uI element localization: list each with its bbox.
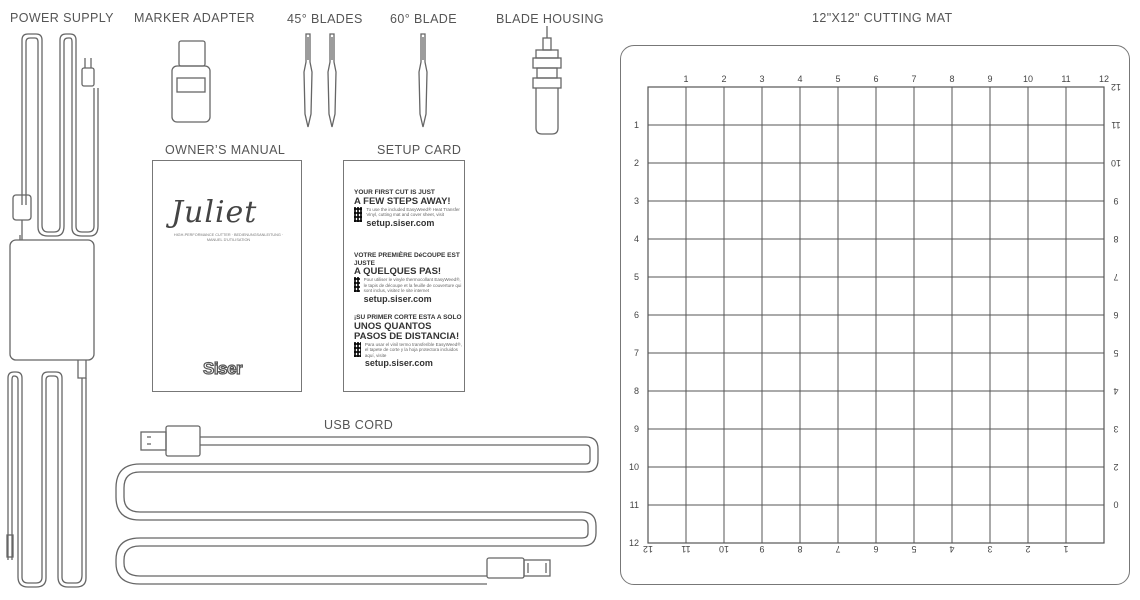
cutting-mat-label: 12"X12" CUTTING MAT xyxy=(812,11,953,25)
mat-left-number: 10 xyxy=(628,462,639,472)
mat-bottom-number: 9 xyxy=(759,544,765,554)
setup-en-line2: A FEW STEPS AWAY! xyxy=(354,195,451,207)
mat-top-number: 7 xyxy=(911,74,917,84)
setup-en-line1: YOUR FIRST CUT IS JUST xyxy=(354,189,435,196)
mat-left-number: 7 xyxy=(633,348,639,358)
mat-right-number: 11 xyxy=(1111,120,1121,130)
setup-en-body: To use the included EasyWeed® Heat Transfer Vinyl, cutting mat and cover sheet, visit xyxy=(366,206,460,217)
mat-top-number: 10 xyxy=(1022,74,1034,84)
marker-adapter-label: MARKER ADAPTER xyxy=(134,11,255,25)
mat-left-number: 12 xyxy=(628,538,639,548)
mat-right-number: 6 xyxy=(1113,310,1119,320)
mat-top-number: 6 xyxy=(873,74,879,84)
mat-right-number: 9 xyxy=(1113,196,1119,206)
setup-en-url: setup.siser.com xyxy=(366,217,435,228)
mat-left-number: 11 xyxy=(629,500,639,510)
manual-subtitle: HIGH-PERFORMANCE CUTTER · BEDIENUNGSANLEITUNG · MANUEL D'UTILISATION xyxy=(173,233,284,242)
blade-60-label: 60° BLADE xyxy=(390,12,457,26)
mat-left-number: 1 xyxy=(633,120,639,130)
setup-fr-body: Pour utiliser le vinyle thermocollant EasyWeed®, le tapis de découpe et la feuille de couverture qui sont inclus, visitez le site internet xyxy=(363,277,462,293)
mat-top-number: 2 xyxy=(721,74,727,84)
setup-card-label: SETUP CARD xyxy=(377,143,462,157)
power-supply-label: POWER SUPPLY xyxy=(10,11,114,25)
mat-left-number: 2 xyxy=(633,158,639,168)
mat-right-number: 7 xyxy=(1113,272,1119,282)
mat-left-number: 8 xyxy=(633,386,639,396)
mat-right-number: 10 xyxy=(1110,158,1122,168)
mat-bottom-number: 8 xyxy=(797,544,803,554)
mat-right-number: 3 xyxy=(1113,424,1119,434)
mat-left-number: 5 xyxy=(633,272,639,282)
mat-right-number: 8 xyxy=(1113,234,1119,244)
mat-top-number: 9 xyxy=(987,74,993,84)
mat-right-number: 4 xyxy=(1113,386,1119,396)
mat-bottom-number: 12 xyxy=(642,544,654,554)
siser-logo: Siser xyxy=(203,359,243,378)
mat-right-number: 2 xyxy=(1113,462,1119,472)
mat-top-number: 5 xyxy=(835,74,841,84)
mat-top-number: 3 xyxy=(759,74,765,84)
mat-left-number: 9 xyxy=(633,424,639,434)
mat-top-number: 12 xyxy=(1098,74,1110,84)
mat-bottom-number: 5 xyxy=(911,544,917,554)
setup-es-line2: UNOS QUANTOS PASOS DE DISTANCIA! xyxy=(354,320,460,342)
setup-es-body: Para usar el vinil termo transferible EasyWeed®, el tapete de corte y la hoja protectora incluidos aquí, visite xyxy=(364,341,462,358)
blade-housing-label: BLADE HOUSING xyxy=(496,12,605,26)
setup-es-url: setup.siser.com xyxy=(364,358,433,368)
mat-top-number: 8 xyxy=(949,74,955,84)
mat-bottom-number: 6 xyxy=(873,544,879,554)
setup-fr-url: setup.siser.com xyxy=(363,293,432,304)
mat-bottom-number: 1 xyxy=(1063,544,1069,554)
mat-right-number: 5 xyxy=(1113,348,1119,358)
usb-cord-label: USB CORD xyxy=(324,418,394,432)
owners-manual-label: OWNER’S MANUAL xyxy=(165,143,286,157)
mat-left-number: 3 xyxy=(633,196,639,206)
blades-45-label: 45° BLADES xyxy=(287,12,363,26)
mat-top-number: 4 xyxy=(797,74,803,84)
mat-bottom-number: 2 xyxy=(1025,544,1031,554)
mat-left-number: 6 xyxy=(633,310,639,320)
mat-top-number: 11 xyxy=(1061,74,1071,84)
mat-top-number: 1 xyxy=(683,74,689,84)
mat-bottom-number: 3 xyxy=(987,544,993,554)
mat-right-number: 0 xyxy=(1113,500,1119,510)
mat-bottom-number: 11 xyxy=(681,544,691,554)
setup-fr-line1: VOTRE PREMIÈRE DéCOUPE EST JUSTE xyxy=(354,252,460,267)
mat-bottom-number: 4 xyxy=(949,544,955,554)
mat-left-number: 4 xyxy=(633,234,639,244)
mat-bottom-number: 10 xyxy=(718,544,730,554)
mat-bottom-number: 7 xyxy=(835,544,841,554)
mat-right-number: 12 xyxy=(1110,82,1122,92)
setup-fr-line2: A QUELQUES PAS! xyxy=(354,266,442,277)
juliet-logo: Juliet xyxy=(171,195,258,230)
setup-es-line1: ¡SU PRIMER CORTE ESTA A SOLO xyxy=(354,314,462,321)
